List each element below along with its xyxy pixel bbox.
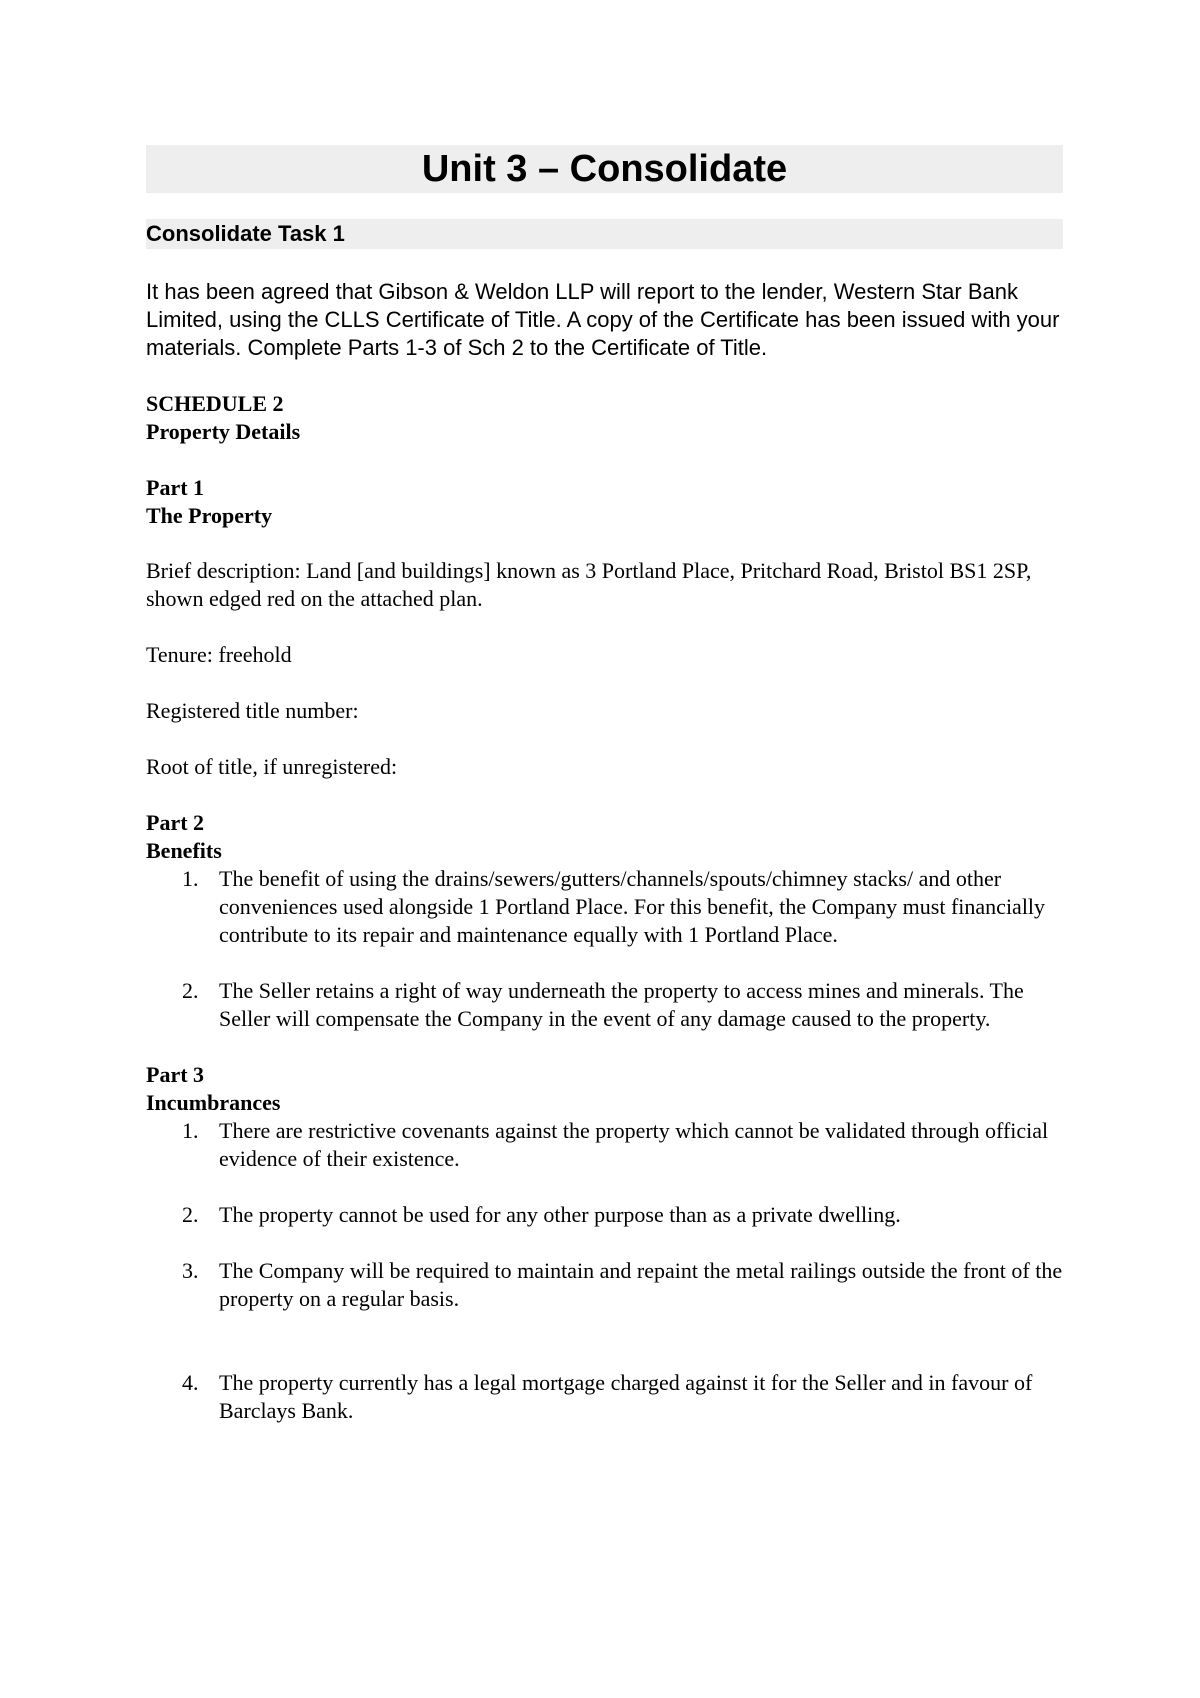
incumbrances-list	[146, 1117, 1063, 1425]
list-item-number: 2.	[182, 1202, 199, 1227]
list-item-text: The Company will be required to maintain and repaint the metal railings outside the front of the property on a regular basis.	[219, 1258, 1063, 1311]
list-item-text: There are restrictive covenants against the property which cannot be validated through official evidence of their existence.	[219, 1118, 1049, 1171]
part1-heading	[146, 474, 1063, 530]
schedule-subtitle: Property Details	[146, 419, 301, 444]
part3-subtitle: Incumbrances	[146, 1090, 281, 1115]
list-item	[146, 1257, 1063, 1313]
registered-title-number: Registered title number:	[146, 698, 359, 723]
part1-subtitle: The Property	[146, 503, 273, 528]
list-item-text: The property currently has a legal mortgage charged against it for the Seller and in favour of Barclays Bank.	[219, 1370, 1033, 1423]
schedule-title: SCHEDULE 2	[146, 391, 284, 416]
list-item-number: 1.	[182, 866, 199, 891]
unit-title: Unit 3 – Consolidate	[146, 145, 1063, 193]
tenure: Tenure: freehold	[146, 642, 292, 667]
task-heading: Consolidate Task 1	[146, 219, 1063, 249]
document-page	[146, 145, 1063, 1425]
part1-title: Part 1	[146, 475, 205, 500]
part3-title: Part 3	[146, 1062, 205, 1087]
list-item-number: 1.	[182, 1118, 199, 1143]
part2-heading	[146, 809, 1063, 865]
list-item	[146, 1201, 1063, 1229]
list-item	[146, 1117, 1063, 1173]
part3-heading	[146, 1061, 1063, 1117]
list-item	[146, 865, 1063, 949]
list-item-text: The Seller retains a right of way underneath the property to access mines and minerals. The Seller will compensate the Company in the event of any damage caused to the property.	[219, 978, 1024, 1031]
list-item-number: 3.	[182, 1258, 199, 1283]
part2-title: Part 2	[146, 810, 205, 835]
intro-paragraph: It has been agreed that Gibson & Weldon LLP will report to the lender, Western Star Bank Limited, using the CLLS Certificate of Title. A copy of the Certificate has been issued with your materials. Complete Parts 1-3 of Sch 2 to the Certificate of Title.	[146, 279, 1060, 360]
list-item-number: 2.	[182, 978, 199, 1003]
root-of-title: Root of title, if unregistered:	[146, 754, 398, 779]
list-item	[146, 1369, 1063, 1425]
benefits-list	[146, 865, 1063, 1033]
list-item	[146, 977, 1063, 1033]
list-item-text: The property cannot be used for any other purpose than as a private dwelling.	[219, 1202, 901, 1227]
part2-subtitle: Benefits	[146, 838, 222, 863]
list-item-text: The benefit of using the drains/sewers/gutters/channels/spouts/chimney stacks/ and other conveniences used alongside 1 Portland Place. For this benefit, the Company must financially contribute to its repair and maintenance equally with 1 Portland Place.	[219, 866, 1046, 947]
brief-description: Brief description: Land [and buildings] known as 3 Portland Place, Pritchard Road, Bristol BS1 2SP, shown edged red on the attached plan.	[146, 558, 1032, 611]
schedule-heading	[146, 390, 1063, 446]
list-item-number: 4.	[182, 1370, 199, 1395]
